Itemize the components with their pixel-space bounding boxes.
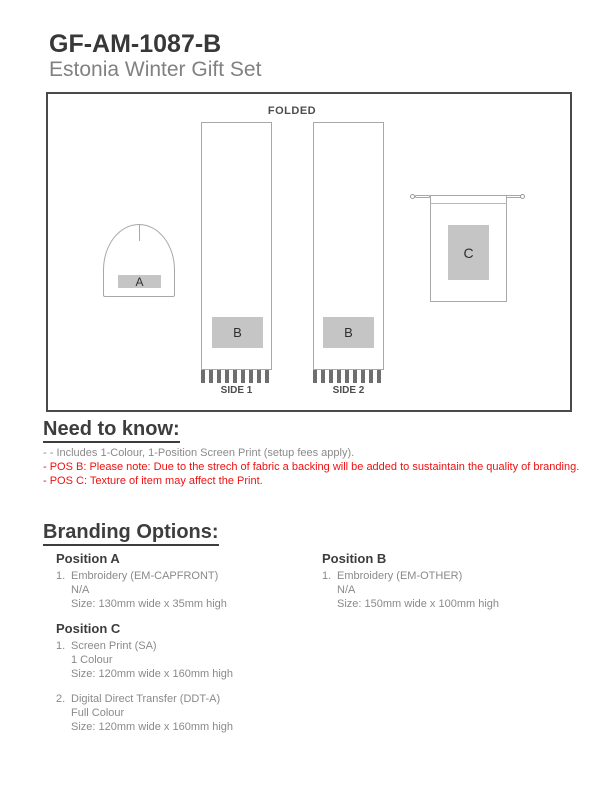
method-line: Embroidery (EM-OTHER) [337, 570, 463, 582]
print-area-a: A [118, 275, 161, 288]
method-line: Size: 120mm wide x 160mm high [71, 721, 234, 733]
print-area-b-side1: B [212, 317, 263, 348]
need-to-know-notes [43, 446, 591, 488]
position-a-method-1 [56, 569, 316, 611]
method-line: Digital Direct Transfer (DDT-A) [71, 693, 221, 705]
position-b-name: Position B [322, 551, 387, 566]
position-a-name: Position A [56, 551, 120, 566]
method-line: N/A [337, 584, 356, 596]
position-c-block [56, 621, 316, 734]
scarf-side2-caption: SIDE 2 [332, 385, 365, 396]
method-line: Size: 120mm wide x 160mm high [71, 668, 234, 680]
drawstring-toggle-right [506, 195, 521, 198]
drawstring-toggle-left [415, 195, 430, 198]
note-pos-c: - POS C: Texture of item may affect the Print. [43, 475, 263, 487]
product-name-subtitle: Estonia Winter Gift Set [49, 58, 262, 81]
scarf-side1-caption: SIDE 1 [220, 385, 253, 396]
method-line: N/A [71, 584, 90, 596]
print-area-b-side2: B [323, 317, 374, 348]
method-number: 1. [56, 640, 66, 652]
position-b-method-1 [322, 569, 582, 611]
method-number: 1. [322, 570, 332, 582]
method-number: 2. [56, 693, 66, 705]
position-c-name: Position C [56, 621, 121, 636]
branding-options-heading: Branding Options: [43, 522, 219, 546]
note-includes: - - Includes 1-Colour, 1-Position Screen Print (setup fees apply). [43, 447, 355, 459]
product-code-title: GF-AM-1087-B [49, 30, 222, 58]
scarf-side2-fringe [313, 370, 384, 383]
position-c-method-2 [56, 692, 316, 734]
product-diagram-frame [46, 92, 572, 412]
method-details [71, 639, 233, 681]
beanie-seam-line [139, 225, 140, 241]
method-line: Embroidery (EM-CAPFRONT) [71, 570, 219, 582]
position-b-block [322, 551, 582, 611]
print-area-c: C [448, 225, 489, 280]
method-line: Full Colour [71, 707, 125, 719]
position-c-method-1 [56, 639, 316, 681]
method-details [337, 569, 499, 611]
folded-label: FOLDED [267, 105, 317, 117]
method-line: Size: 150mm wide x 100mm high [337, 598, 500, 610]
bag-channel-line [430, 203, 507, 204]
scarf-side1-fringe [201, 370, 272, 383]
note-pos-b: - POS B: Please note: Due to the strech of fabric a backing will be added to sustaintain the quality of branding. [43, 461, 580, 473]
need-to-know-heading: Need to know: [43, 419, 180, 443]
method-details [71, 569, 227, 611]
method-number: 1. [56, 570, 66, 582]
position-a-block [56, 551, 316, 611]
method-line: Size: 130mm wide x 35mm high [71, 598, 227, 610]
drawstring-ring-right [520, 194, 525, 199]
method-line: 1 Colour [71, 654, 113, 666]
method-details [71, 692, 233, 734]
method-line: Screen Print (SA) [71, 640, 157, 652]
